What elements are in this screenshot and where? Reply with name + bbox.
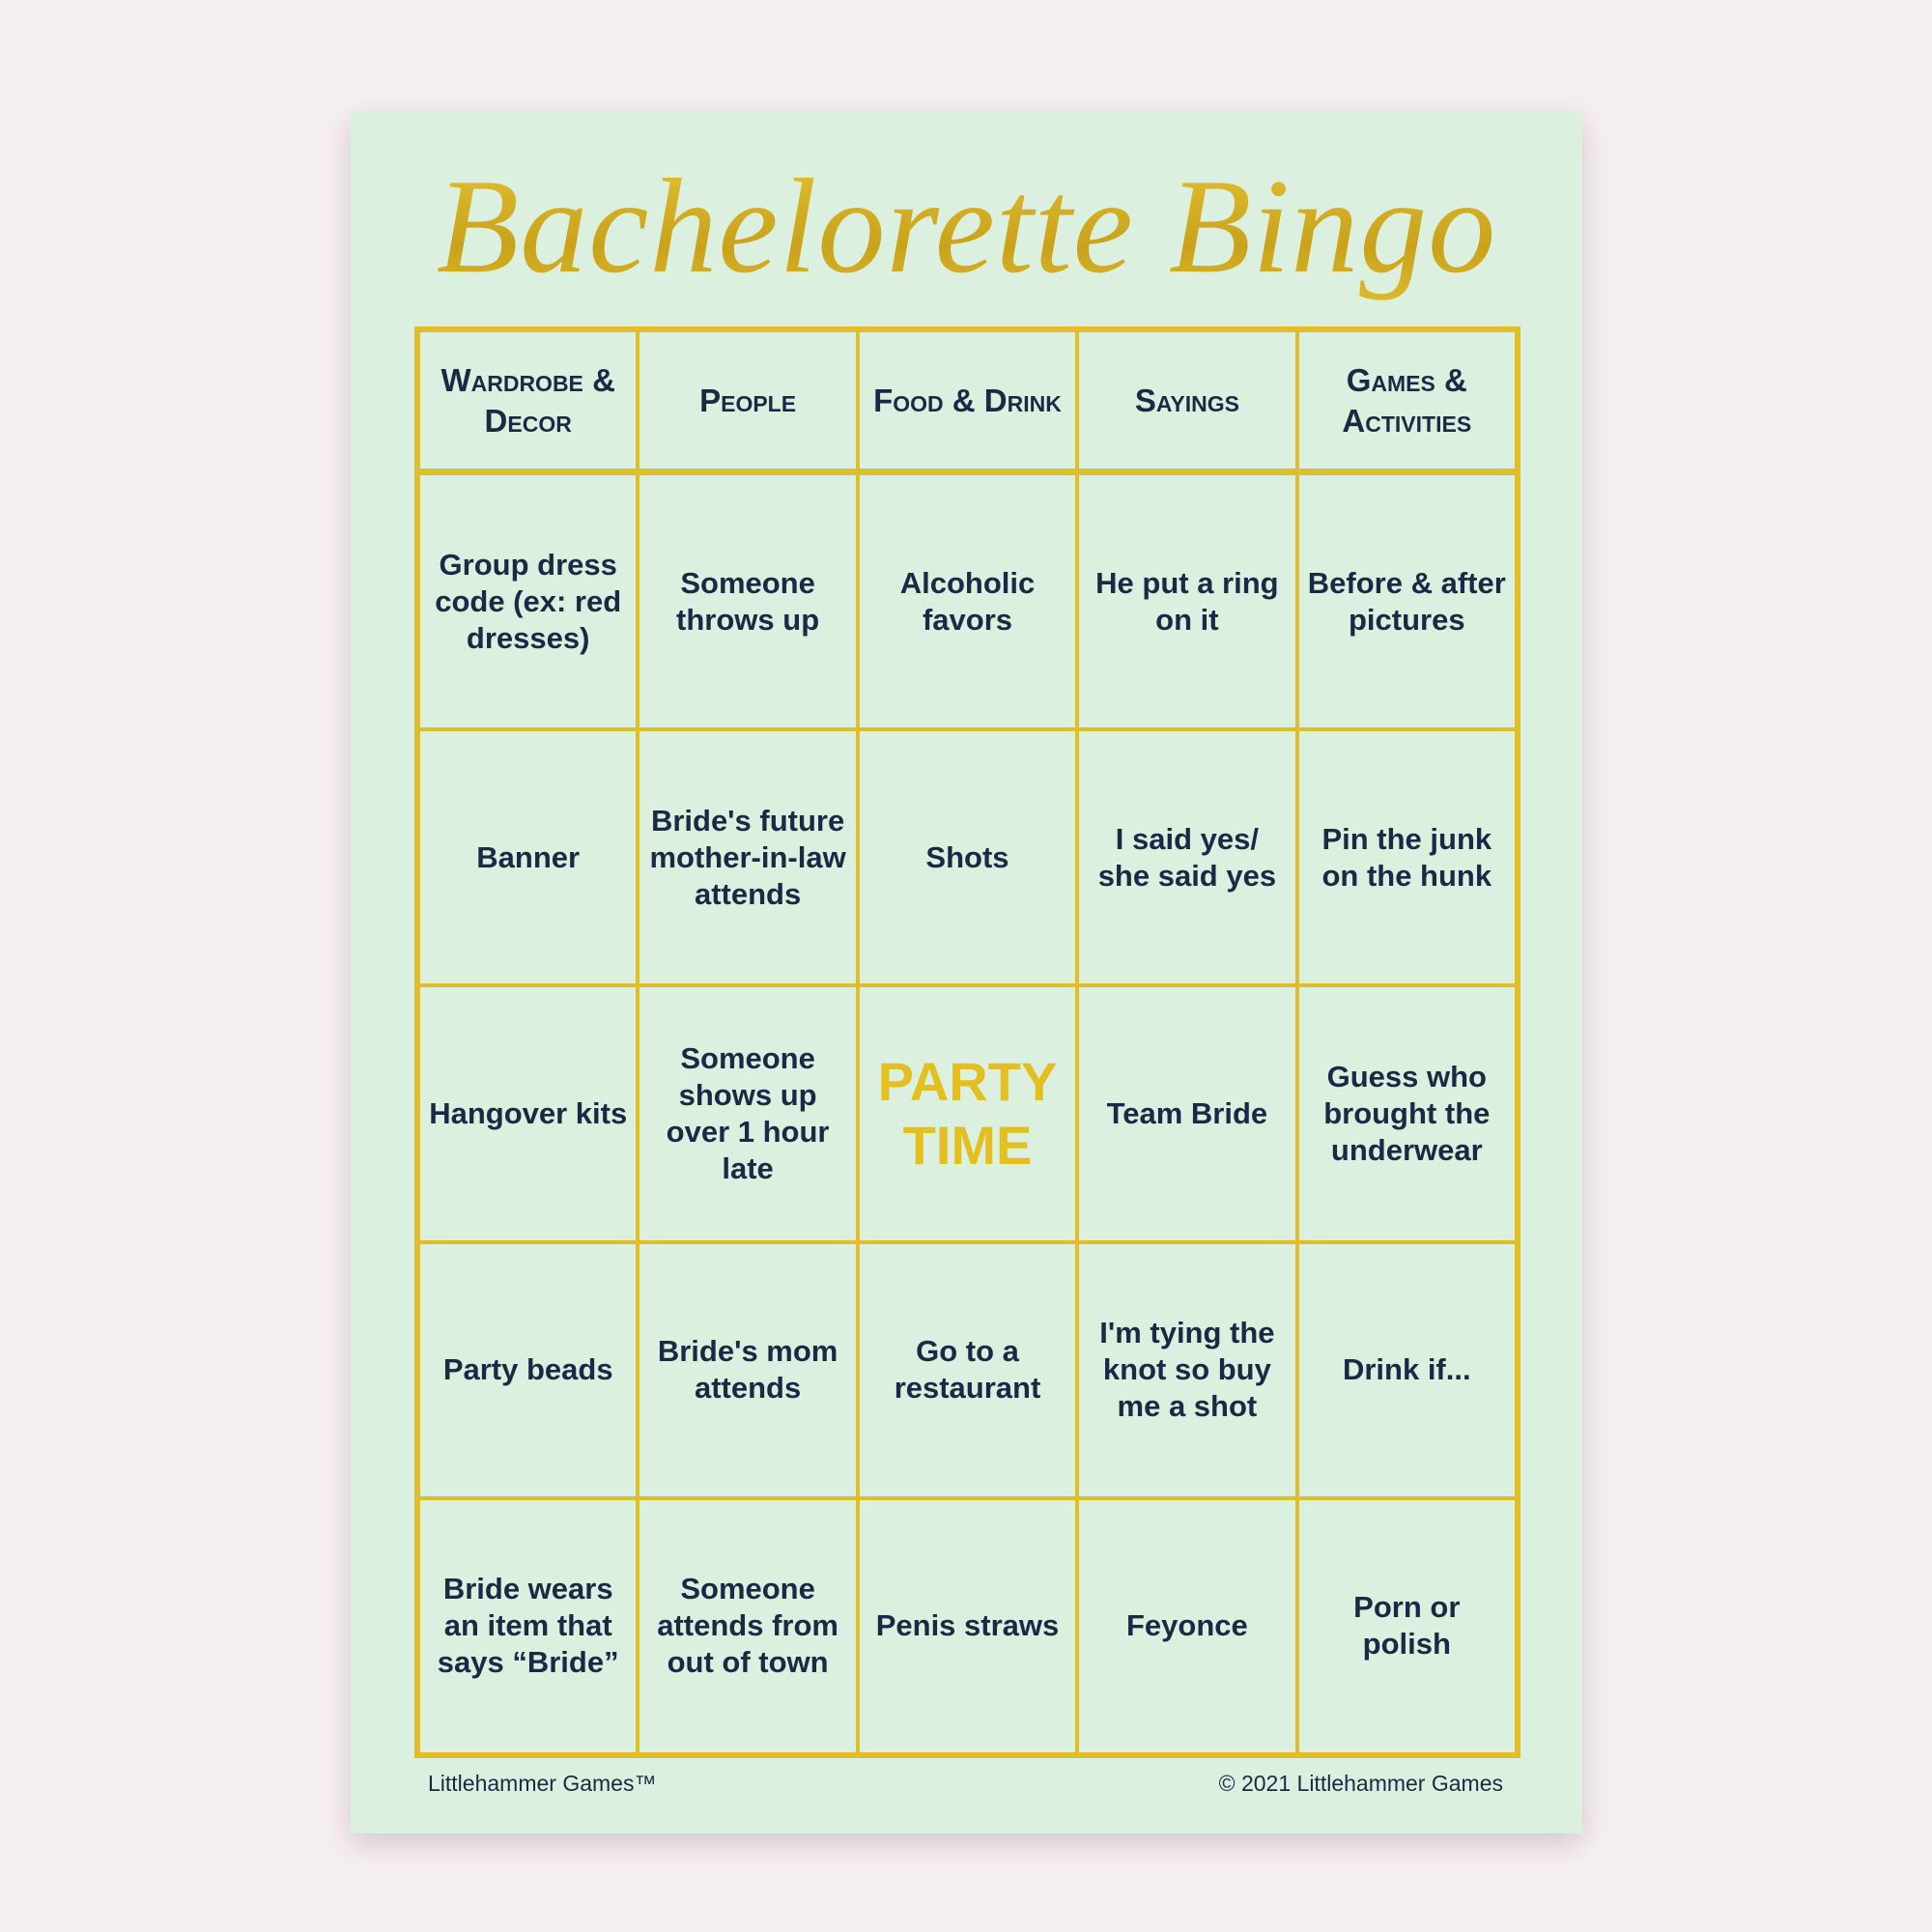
bingo-square[interactable]: Group dress code (ex: red dresses) [418, 473, 638, 729]
bingo-square[interactable]: I said yes/ she said yes [1077, 729, 1296, 985]
bingo-square[interactable]: Team Bride [1077, 985, 1296, 1241]
bingo-square[interactable]: Penis straws [858, 1498, 1077, 1754]
bingo-square[interactable]: Hangover kits [418, 985, 638, 1241]
bingo-square[interactable]: Shots [858, 729, 1077, 985]
column-header: Food & Drink [858, 330, 1077, 473]
column-header: Games & Activities [1297, 330, 1517, 473]
bingo-grid [414, 327, 1520, 1758]
column-header: People [638, 330, 857, 473]
brand-label: Littlehammer Games™ [428, 1771, 657, 1796]
column-header: Wardrobe & Decor [418, 330, 638, 473]
bingo-square[interactable]: Banner [418, 729, 638, 985]
bingo-square[interactable]: Someone shows up over 1 hour late [638, 985, 857, 1241]
bingo-square[interactable]: Pin the junk on the hunk [1297, 729, 1517, 985]
bingo-square[interactable]: Feyonce [1077, 1498, 1296, 1754]
bingo-square[interactable]: He put a ring on it [1077, 473, 1296, 729]
bingo-square[interactable]: Before & after pictures [1297, 473, 1517, 729]
bingo-square[interactable]: Alcoholic favors [858, 473, 1077, 729]
bingo-square[interactable]: Bride's future mother-in-law attends [638, 729, 857, 985]
bingo-square[interactable]: Bride wears an item that says “Bride” [418, 1498, 638, 1754]
bingo-square[interactable]: Someone attends from out of town [638, 1498, 857, 1754]
bingo-square[interactable]: Bride's mom attends [638, 1242, 857, 1498]
bingo-card [351, 111, 1582, 1833]
column-header: Sayings [1077, 330, 1296, 473]
bingo-square[interactable]: Guess who brought the underwear [1297, 985, 1517, 1241]
bingo-square[interactable]: I'm tying the knot so buy me a shot [1077, 1242, 1296, 1498]
copyright-label: © 2021 Littlehammer Games [1218, 1771, 1503, 1796]
card-title: Bachelorette Bingo [360, 130, 1573, 324]
bingo-square[interactable]: Party beads [418, 1242, 638, 1498]
bingo-square[interactable]: Drink if... [1297, 1242, 1517, 1498]
bingo-square[interactable]: Porn or polish [1297, 1498, 1517, 1754]
free-space[interactable]: PARTY TIME [858, 985, 1077, 1241]
bingo-square[interactable]: Go to a restaurant [858, 1242, 1077, 1498]
bingo-square[interactable]: Someone throws up [638, 473, 857, 729]
